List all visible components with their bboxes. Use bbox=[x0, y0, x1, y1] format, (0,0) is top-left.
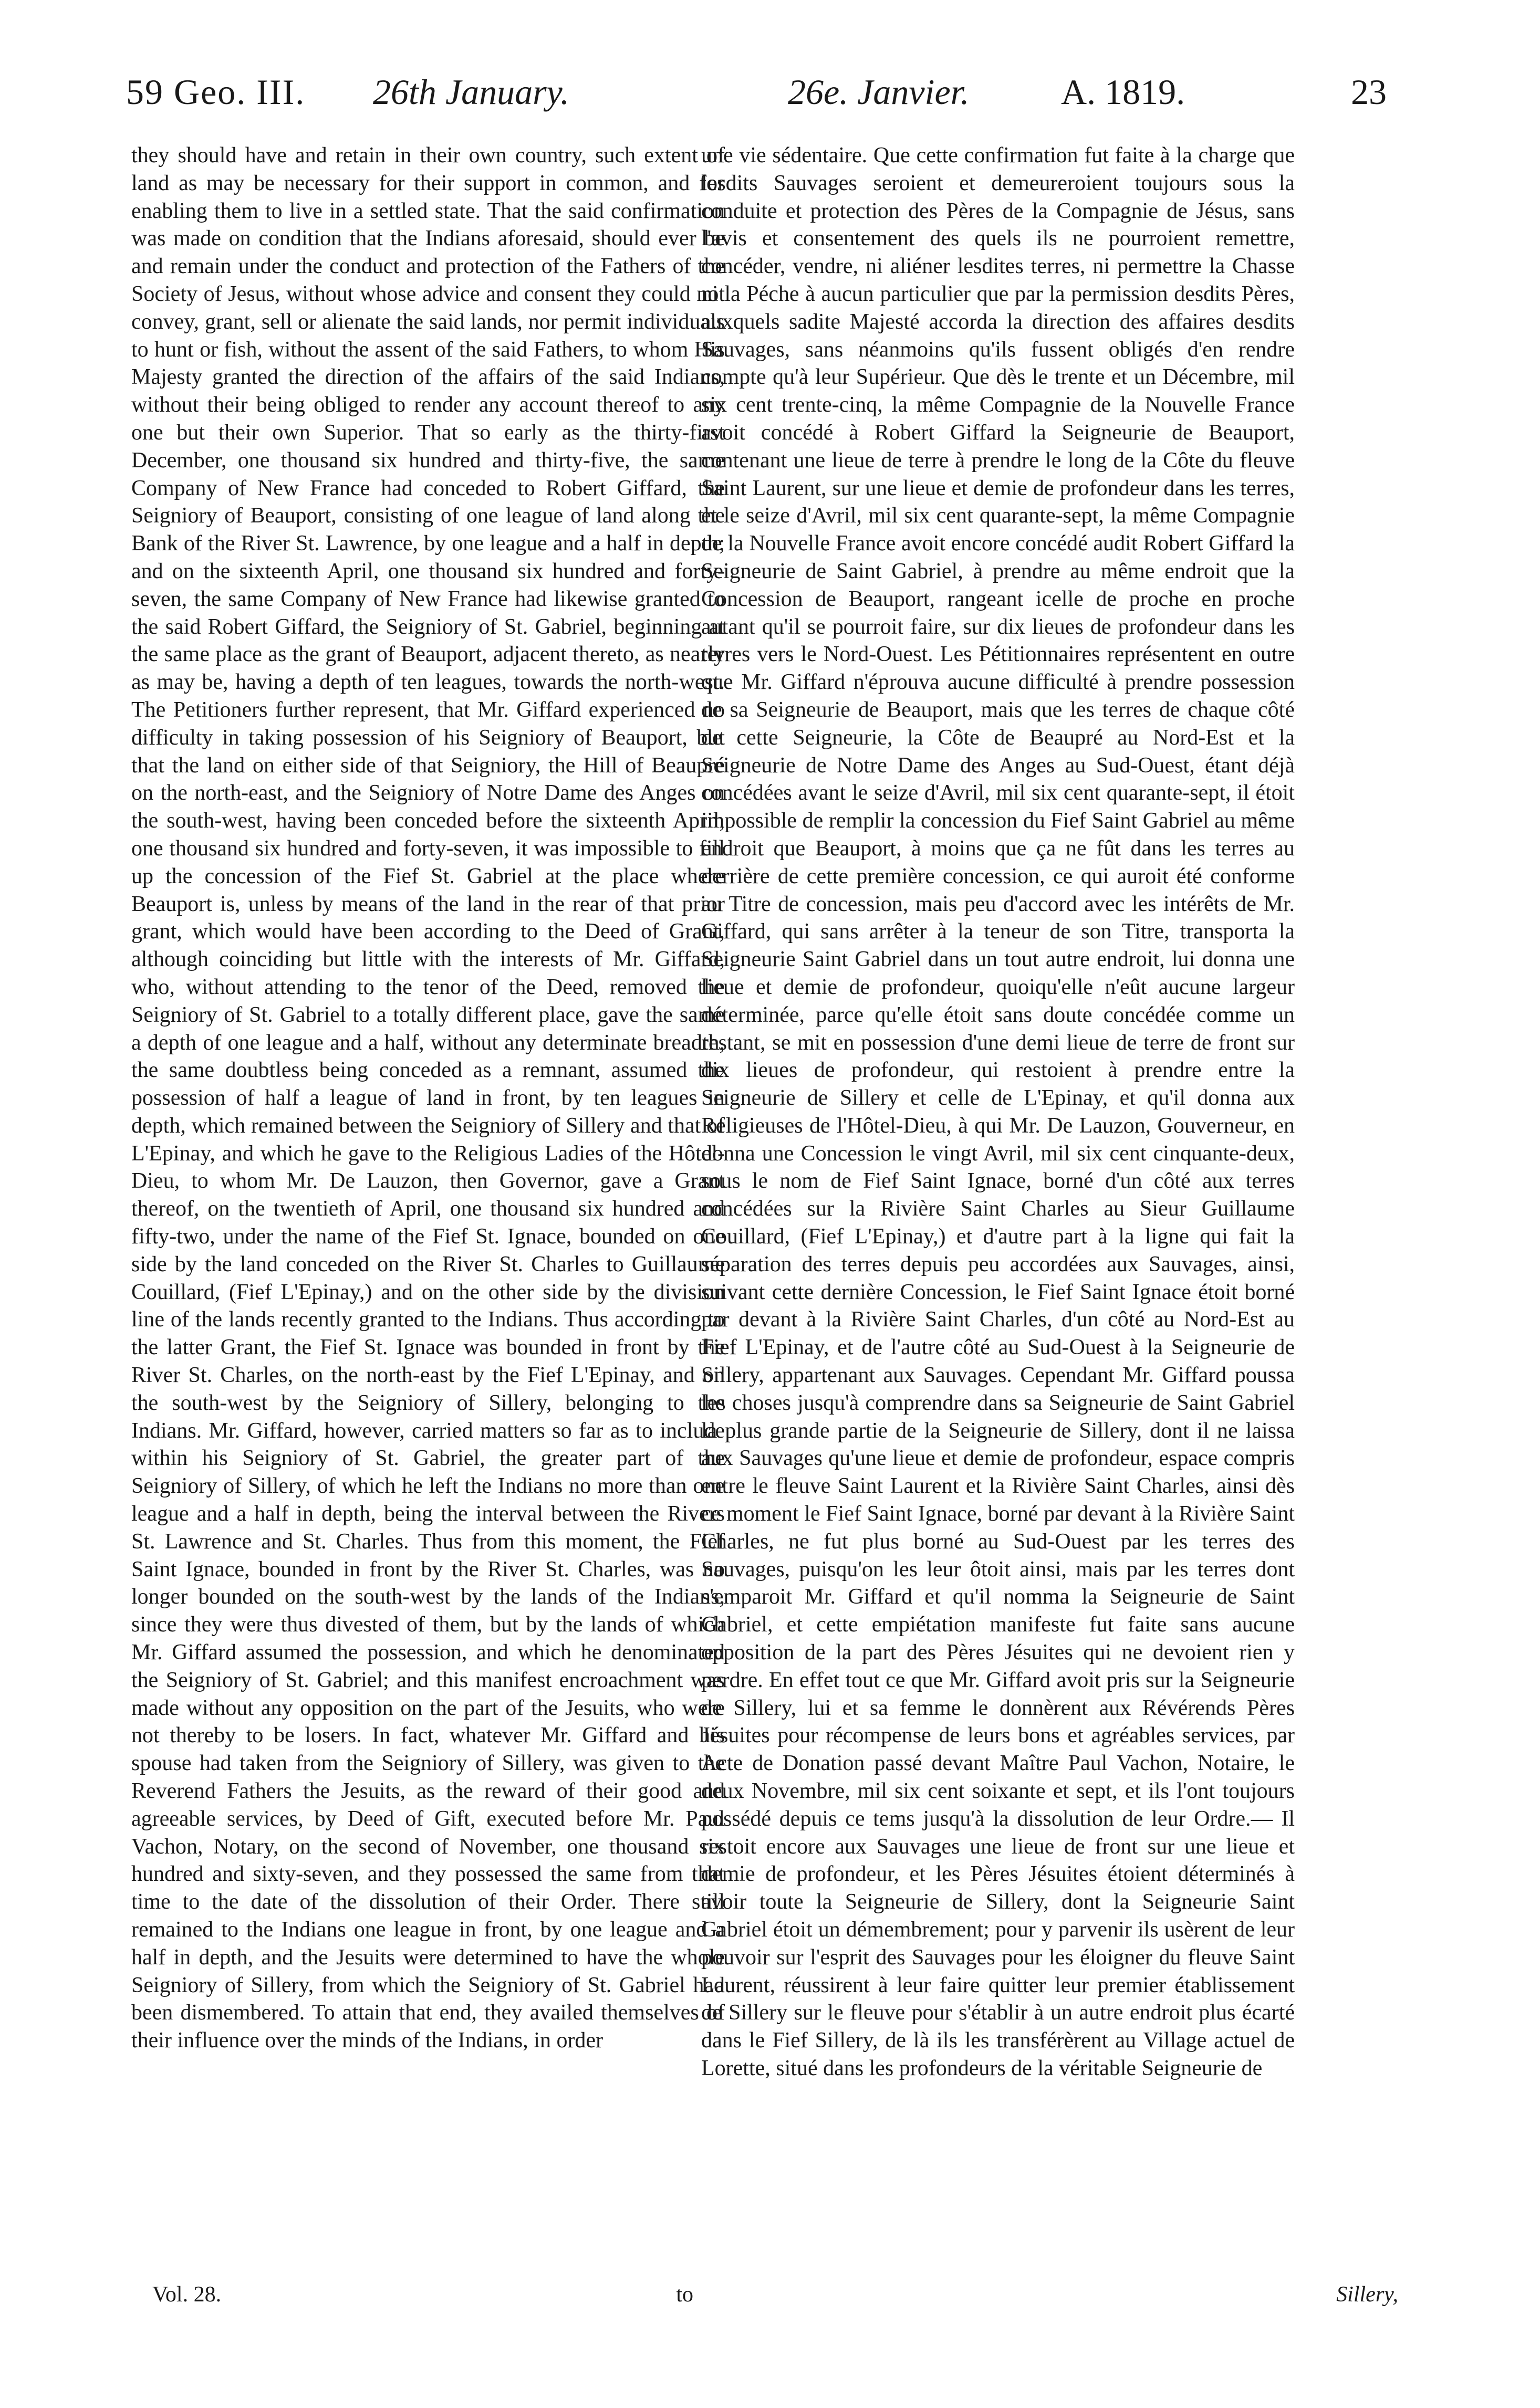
catchword-french: Sillery, bbox=[1336, 2283, 1398, 2307]
running-header bbox=[126, 63, 1387, 121]
catchword-english: to bbox=[676, 2283, 693, 2307]
header-year: A. 1819. bbox=[1061, 72, 1185, 112]
header-date-french: 26e. Janvier. bbox=[788, 72, 970, 112]
page-number: 23 bbox=[1351, 72, 1387, 112]
page-footer bbox=[131, 2279, 725, 2310]
header-date-english: 26th January. bbox=[373, 72, 569, 112]
french-text: une vie sédentaire. Que cette confirmation fut faite à la charge que lesdits Sauvages seroient et demeureroient toujours sous la conduite et protection des Pères de la Compagnie de Jésus, sans l'avis et consentement des quels ils ne pourroient remettre, concéder, vendre, ni aliéner lesdites terres, ni permettre la Chasse ni la Péche à aucun particulier que par la permission desdits Pères, auxquels sadite Majesté accorda la direction des affaires desdits Sauvages, sans néanmoins qu'ils fussent obligés d'en rendre compte qu'à leur Supérieur. Que dès le trente et un Décembre, mil six cent trente-cinq, la même Compagnie de la Nouvelle France avoit concédé à Robert Giffard la Seigneurie de Beauport, contenant une lieue de terre à prendre le long de la Côte du fleuve Saint Laurent, sur une lieue et demie de profondeur dans les terres, et le seize d'Avril, mil six cent quarante-sept, la même Compagnie de la Nouvelle France avoit encore concédé audit Robert Giffard la Seigneurie de Saint Gabriel, à prendre au même endroit que la Concession de Beauport, rangeant icelle de proche en proche autant qu'il se pourroit faire, sur dix lieues de profondeur dans les terres vers le Nord-Ouest. Les Pétitionnaires représentent en outre que Mr. Giffard n'éprouva aucune difficulté à prendre possession de sa Seigneurie de Beauport, mais que les terres de chaque côté de cette Seigneurie, la Côte de Beaupré au Nord-Est et la Seigneurie de Notre Dame des Anges au Sud-Ouest, étant déjà concédées avant le seize d'Avril, mil six cent quarante-sept, il étoit impossible de remplir la concession du Fief Saint Gabriel au même endroit que Beauport, à moins que ça ne fût dans les terres au derrière de cette première concession, ce qui auroit été conforme au Titre de concession, mais peu d'accord avec les intérêts de Mr. Giffard, qui sans arrêter à la teneur de son Titre, transporta la Seigneurie Saint Gabriel dans un tout autre endroit, lui donna une lieue et demie de profondeur, quoiqu'elle n'eût aucune largeur déterminée, parce qu'elle étoit sans doute concédée comme un restant, se mit en possession d'une demi lieue de terre de front sur dix lieues de profondeur, qui restoient à prendre entre la Seigneurie de Sillery et celle de L'Epinay, et qu'il donna aux Religieuses de l'Hôtel-Dieu, à qui Mr. De Lauzon, Gouverneur, en donna une Concession le vingt Avril, mil six cent cinquante-deux, sous le nom de Fief Saint Ignace, borné d'un côté aux terres concédées sur la Rivière Saint Charles au Sieur Guillaume Couillard, (Fief L'Epinay,) et d'autre part à la ligne qui fait la séparation des terres depuis peu accordées aux Sauvages, ainsi, suivant cette dernière Concession, le Fief Saint Ignace étoit borné par devant à la Rivière Saint Charles, d'un côté au Nord-Est au Fief L'Epinay, et de l'autre côté au Sud-Ouest à la Seigneurie de Sillery, appartenant aux Sauvages. Cependant Mr. Giffard poussa les choses jusqu'à comprendre dans sa Seigneurie de Saint Gabriel la plus grande partie de la Seigneurie de Sillery, dont il ne laissa aux Sauvages qu'une lieue et demie de profondeur, espace compris entre le fleuve Saint Laurent et la Rivière Saint Charles, ainsi dès ce moment le Fief Saint Ignace, borné par devant à la Rivière Saint Charles, ne fut plus borné au Sud-Ouest par les terres des Sauvages, puisqu'on les leur ôtoit ainsi, mais par les terres dont s'emparoit Mr. Giffard et qu'il nomma la Seigneurie de Saint Gabriel, et cette empiétation manifeste fut faite sans aucune opposition de la part des Pères Jésuites qui ne devoient rien y perdre. En effet tout ce que Mr. Giffard avoit pris sur la Seigneurie de Sillery, lui et sa femme le donnèrent aux Révérends Pères Jésuites pour récompense de leurs bons et agréables services, par Acte de Donation passé devant Maître Paul Vachon, Notaire, le deux Novembre, mil six cent soixante et sept, et ils l'ont toujours possédé depuis ce tems jusqu'à la dissolution de leur Ordre.— Il restoit encore aux Sauvages une lieue de front sur une lieue et demie de profondeur, et les Pères Jésuites étoient déterminés à avoir toute la Seigneurie de Sillery, dont la Seigneurie Saint Gabriel étoit un démembrement; pour y parvenir ils usèrent de leur pouvoir sur l'esprit des Sauvages pour les éloigner du fleuve Saint Laurent, réussirent à leur faire quitter leur premier établissement de Sillery sur le fleuve pour s'établir à un autre endroit plus écarté dans le Fief Sillery, de là ils les transférèrent au Village actuel de Lorette, situé dans les profondeurs de la véritable Seigneurie de bbox=[701, 143, 1295, 2080]
english-text: they should have and retain in their own country, such extent of land as may be necessary for their support in common, and for enabling them to live in a settled state. That the said confirmation was made on condition that the Indians aforesaid, should ever be and remain under the conduct and protection of the Fathers of the Society of Jesus, without whose advice and consent they could not convey, grant, sell or alienate the said lands, nor permit individuals to hunt or fish, without the assent of the said Fathers, to whom His Majesty granted the direction of the affairs of the said Indians, without their being obliged to render any account thereof to any one but their own Superior. That so early as the thirty-first December, one thousand six hundred and thirty-five, the same Company of New France had conceded to Robert Giffard, the Seigniory of Beauport, consisting of one league of land along the Bank of the River St. Lawrence, by one league and a half in depth; and on the sixteenth April, one thousand six hundred and forty-seven, the same Company of New France had likewise granted to the said Robert Giffard, the Seigniory of St. Gabriel, beginning at the same place as the grant of Beauport, adjacent thereto, as nearly as may be, having a depth of ten leagues, towards the north-west. The Petitioners further represent, that Mr. Giffard experienced no difficulty in taking possession of his Seigniory of Beauport, but that the land on either side of that Seigniory, the Hill of Beaupré on the north-east, and the Seigniory of Notre Dame des Anges on the south-west, having been conceded before the sixteenth April, one thousand six hundred and forty-seven, it was impossible to fill up the concession of the Fief St. Gabriel at the place where Beauport is, unless by means of the land in the rear of that prior grant, which would have been according to the Deed of Grant, although coinciding but little with the interests of Mr. Giffard, who, without attending to the tenor of the Deed, removed the Seigniory of St. Gabriel to a totally different place, gave the same a depth of one league and a half, without any determinate breadth, the same doubtless being conceded as a remnant, assumed the possession of half a league of land in front, by ten leagues in depth, which remained between the Seigniory of Sillery and that of L'Epinay, and which he gave to the Religious Ladies of the Hôtel-Dieu, to whom Mr. De Lauzon, then Governor, gave a Grant thereof, on the twentieth of April, one thousand six hundred and fifty-two, under the name of the Fief St. Ignace, bounded on one side by the land conceded on the River St. Charles to Guillaume Couillard, (Fief L'Epinay,) and on the other side by the division line of the lands recently granted to the Indians. Thus according to the latter Grant, the Fief St. Ignace was bounded in front by the River St. Charles, on the north-east by the Fief L'Epinay, and on the south-west by the Seigniory of Sillery, belonging to the Indians. Mr. Giffard, however, carried matters so far as to include within his Seigniory of St. Gabriel, the greater part of the Seigniory of Sillery, of which he left the Indians no more than one league and a half in depth, being the interval between the Rivers St. Lawrence and St. Charles. Thus from this moment, the Fief Saint Ignace, bounded in front by the River St. Charles, was no longer bounded on the south-west by the lands of the Indians, since they were thus divested of them, but by the lands of which Mr. Giffard assumed the possession, and which he denominated the Seigniory of St. Gabriel; and this manifest encroachment was made without any opposition on the part of the Jesuits, who were not thereby to be losers. In fact, whatever Mr. Giffard and his spouse had taken from the Seigniory of Sillery, was given to the Reverend Fathers the Jesuits, as the reward of their good and agreeable services, by Deed of Gift, executed before Mr. Paul Vachon, Notary, on the second of November, one thousand six hundred and sixty-seven, and they possessed the same from that time to the date of the dissolution of their Order. There still remained to the Indians one league in front, by one league and a half in depth, and the Jesuits were determined to have the whole Seigniory of Sillery, from which the Seigniory of St. Gabriel had been dismembered. To attain that end, they availed themselves of their influence over the minds of the Indians, in order bbox=[131, 143, 725, 2053]
header-reign: 59 Geo. III. bbox=[126, 72, 306, 112]
signature-mark: Vol. 28. bbox=[152, 2283, 222, 2307]
english-column bbox=[131, 142, 725, 2055]
french-column bbox=[701, 142, 1295, 2082]
